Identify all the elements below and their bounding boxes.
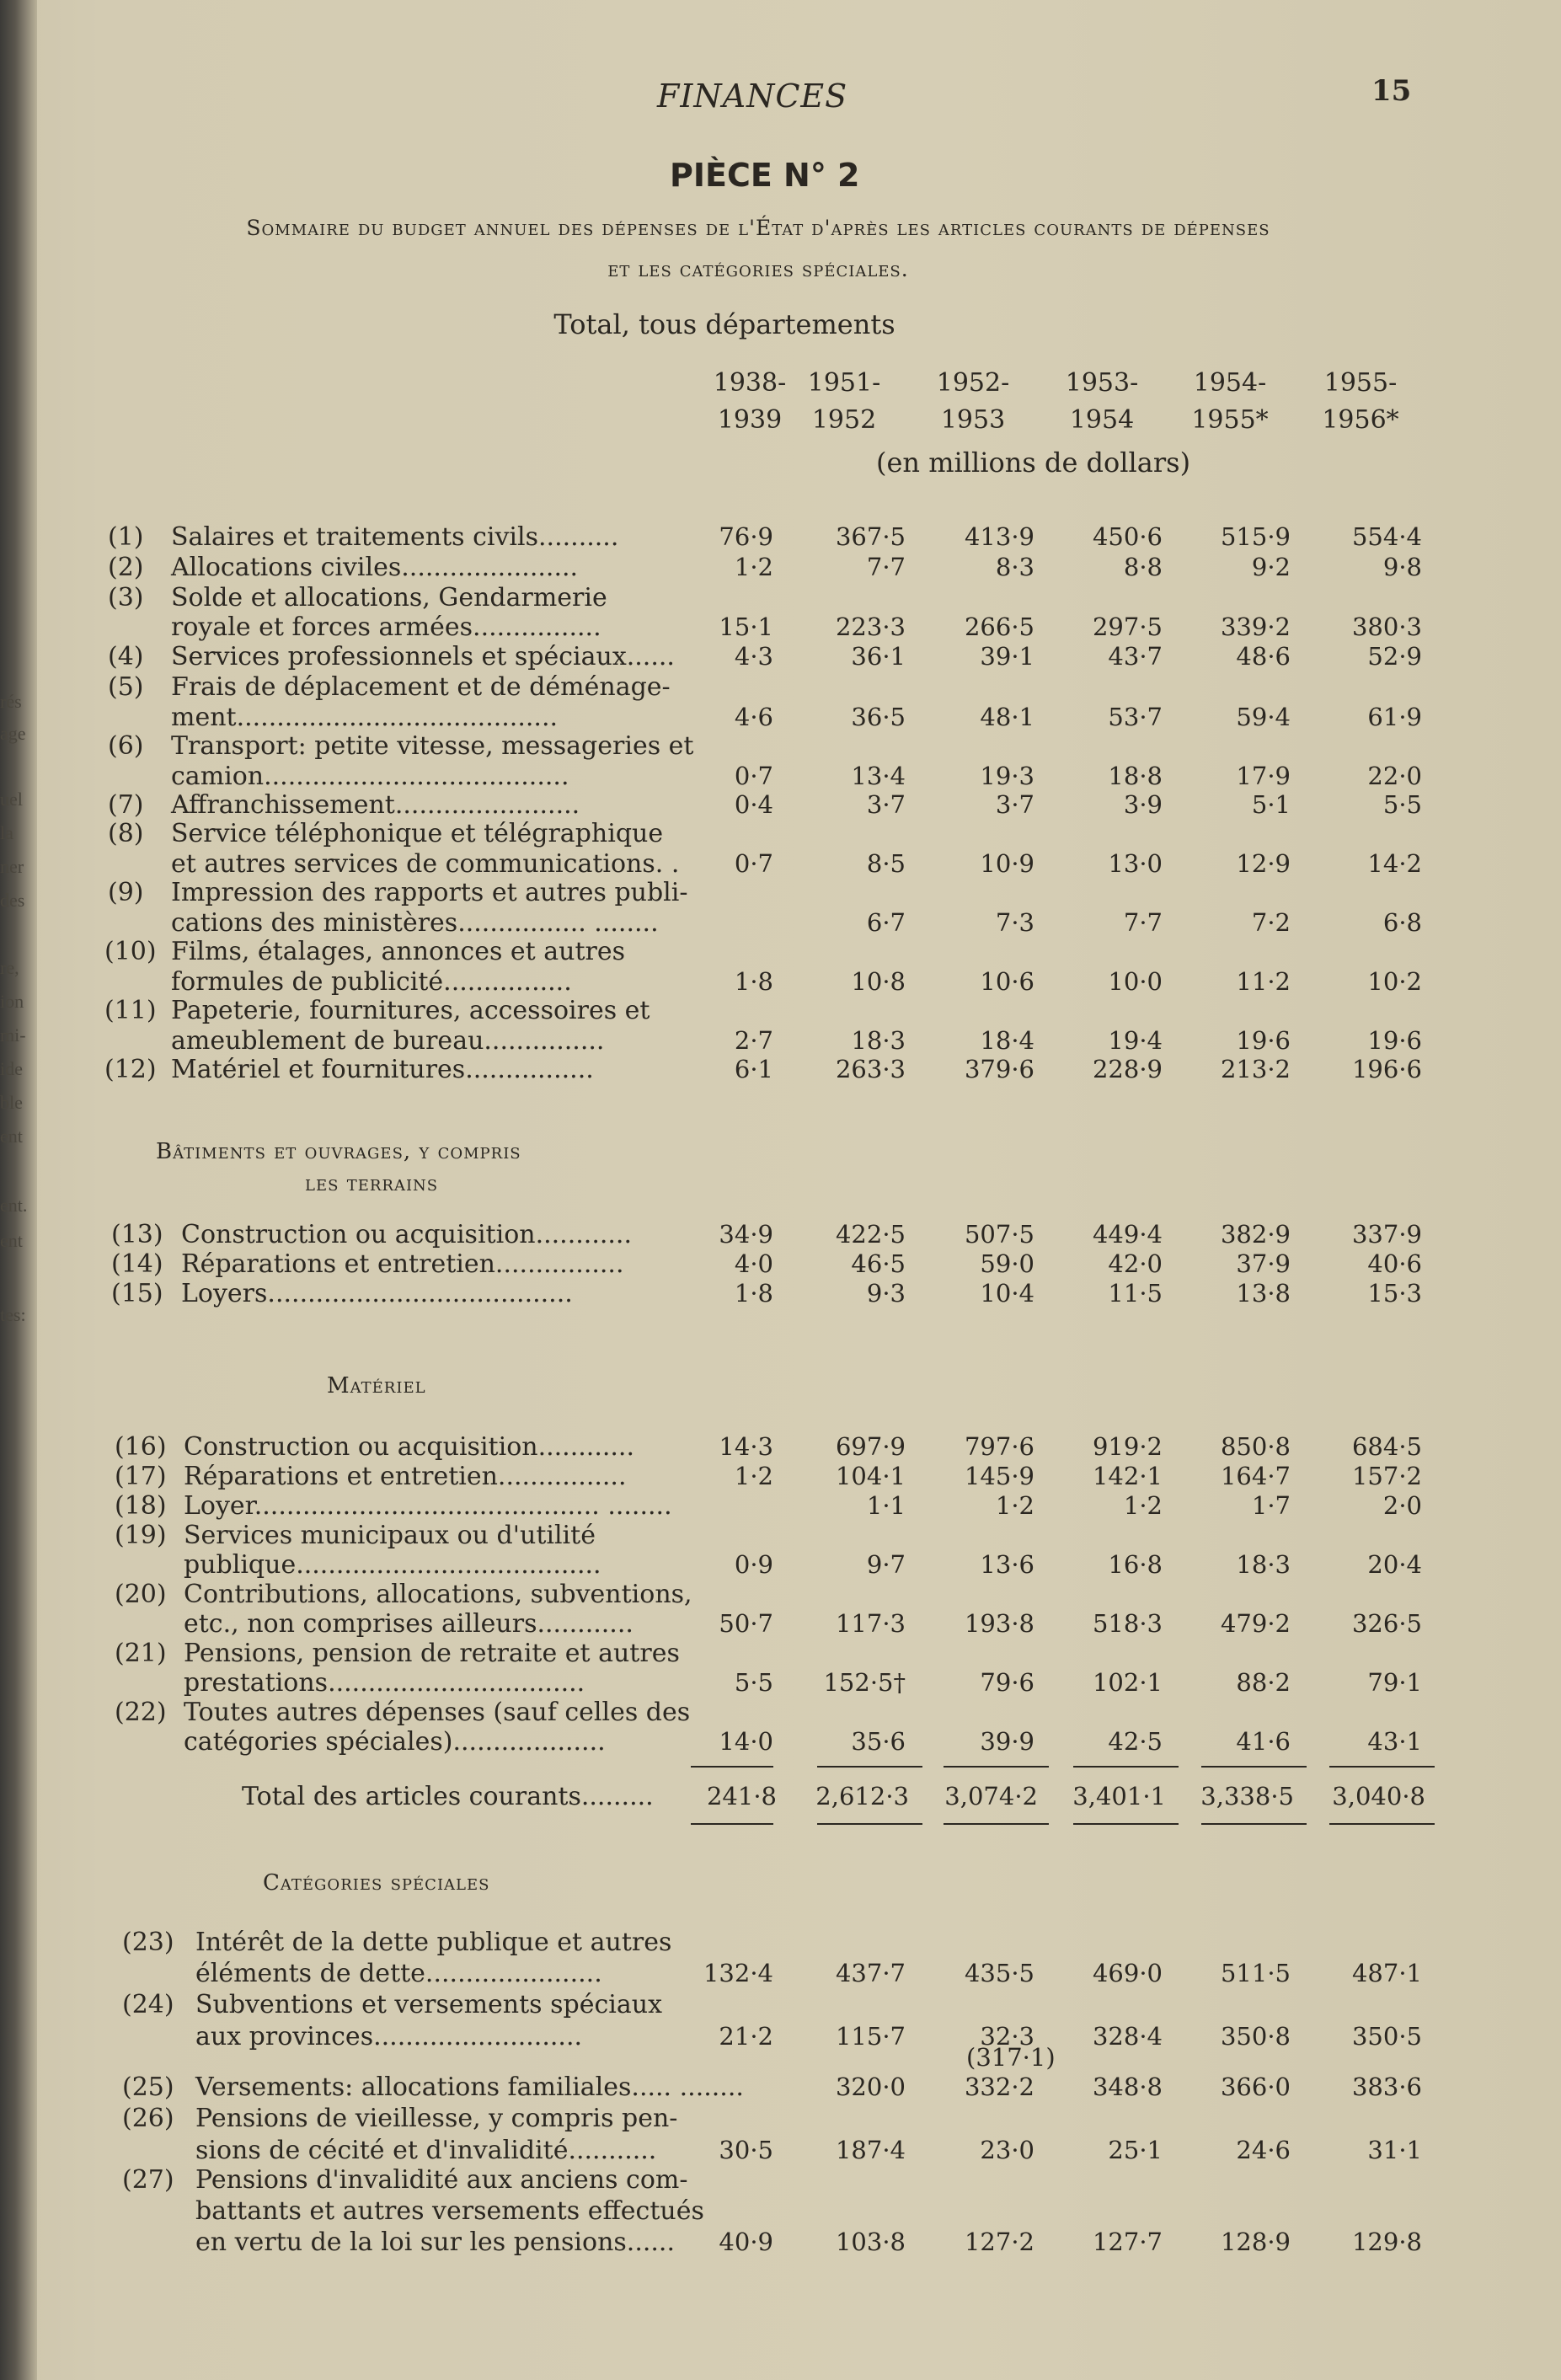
year-header	[1297, 365, 1424, 439]
row-number: (20)	[115, 1580, 167, 1609]
row-value: 22·0	[1367, 762, 1422, 790]
row-label: Réparations et entretien................	[184, 1462, 627, 1491]
row-number: (2)	[108, 553, 144, 582]
total-rule-top	[817, 1766, 922, 1768]
margin-fragment: ent	[0, 1126, 23, 1147]
total-rule-top	[1073, 1766, 1179, 1768]
row-value: 320·0	[835, 2072, 906, 2101]
row-value: 20·4	[1367, 1550, 1422, 1579]
row-value: 339·2	[1220, 612, 1291, 641]
row-label: royale et forces armées................	[171, 612, 601, 642]
row-value: 435·5	[964, 1959, 1034, 1987]
row-value: 76·9	[719, 522, 773, 551]
row-label: Construction ou acquisition............	[184, 1432, 635, 1462]
row-value: 152·5†	[823, 1668, 906, 1697]
row-value: 196·6	[1351, 1055, 1422, 1083]
row-label: Contributions, allocations, subventions,	[184, 1580, 692, 1609]
row-value: 36·1	[851, 642, 906, 671]
row-value: 797·6	[964, 1432, 1034, 1461]
total-value: 2,612·3	[815, 1782, 909, 1810]
note-value: (317·1)	[966, 2043, 1056, 2072]
year-start: 1938-	[713, 368, 787, 398]
row-label: Loyers......................................	[181, 1279, 573, 1308]
row-value: 37·9	[1236, 1249, 1291, 1278]
row-number: (24)	[122, 1990, 174, 2019]
row-number: (25)	[122, 2072, 174, 2102]
row-value: 3·7	[866, 790, 906, 819]
row-label: Impression des rapports et autres publi-	[171, 878, 688, 907]
total-rule-bottom	[1201, 1823, 1307, 1825]
row-value: 40·9	[719, 2228, 773, 2256]
row-value: 223·3	[835, 612, 906, 641]
row-value: 34·9	[719, 1220, 773, 1249]
row-number: (21)	[115, 1639, 167, 1668]
row-value: 0·7	[734, 762, 773, 790]
row-value: 142·1	[1092, 1462, 1163, 1490]
row-value: 332·2	[964, 2072, 1034, 2101]
row-label: Films, étalages, annonces et autres	[171, 937, 626, 966]
row-value: 11·5	[1108, 1279, 1163, 1308]
row-value: 1·8	[734, 967, 773, 996]
row-value: 3·7	[995, 790, 1034, 819]
section-heading-batiments-2: les terrains	[305, 1171, 439, 1196]
row-value: 50·7	[719, 1609, 773, 1638]
row-value: 39·1	[980, 642, 1034, 671]
row-value: 8·5	[866, 849, 906, 878]
row-label: Frais de déplacement et de déménage-	[171, 672, 671, 702]
row-value: 487·1	[1351, 1959, 1422, 1987]
section-heading-batiments: Bâtiments et ouvrages, y compris	[156, 1139, 521, 1164]
year-start: 1953-	[1065, 368, 1139, 398]
row-value: 16·8	[1108, 1550, 1163, 1579]
row-value: 350·5	[1351, 2022, 1422, 2051]
row-value: 0·4	[734, 790, 773, 819]
row-label: battants et autres versements effectués	[195, 2196, 704, 2226]
row-value: 13·8	[1236, 1279, 1291, 1308]
row-value: 9·3	[866, 1279, 906, 1308]
row-value: 32·3	[980, 2022, 1034, 2051]
total-rule-top	[944, 1766, 1049, 1768]
row-label: camion......................................	[171, 762, 569, 791]
row-value: 21·2	[719, 2022, 773, 2051]
page-number: 15	[1371, 74, 1412, 108]
row-value: 19·6	[1236, 1026, 1291, 1055]
row-number: (3)	[108, 583, 144, 612]
row-value: 59·4	[1236, 703, 1291, 731]
row-value: 422·5	[835, 1220, 906, 1249]
row-value: 10·2	[1367, 967, 1422, 996]
row-value: 5·5	[734, 1668, 773, 1697]
row-value: 350·8	[1220, 2022, 1291, 2051]
total-rule-top	[1329, 1766, 1435, 1768]
row-label: éléments de dette......................	[195, 1959, 602, 1988]
units-label: (en millions de dollars)	[876, 447, 1191, 479]
row-label: Réparations et entretien................	[181, 1249, 624, 1279]
row-label: Loyer........................................... ........	[184, 1491, 672, 1521]
row-value: 297·5	[1092, 612, 1163, 641]
row-value: 4·3	[734, 642, 773, 671]
row-value: 10·4	[980, 1279, 1034, 1308]
row-number: (7)	[108, 790, 144, 820]
total-label: Total des articles courants.........	[242, 1782, 654, 1811]
year-header	[910, 365, 1036, 439]
row-label: ment........................................	[171, 703, 559, 732]
row-value: 42·0	[1108, 1249, 1163, 1278]
row-value: 48·6	[1236, 642, 1291, 671]
row-value: 52·9	[1367, 642, 1422, 671]
row-value: 1·2	[734, 553, 773, 581]
margin-fragment: ble	[0, 1092, 23, 1113]
row-value: 14·0	[719, 1727, 773, 1756]
row-value: 5·1	[1251, 790, 1291, 819]
row-value: 266·5	[964, 612, 1034, 641]
row-label: cations des ministères................ ........	[171, 908, 659, 938]
row-value: 43·1	[1367, 1727, 1422, 1756]
row-label: et autres services de communications. .	[171, 849, 680, 879]
margin-fragment: rés	[0, 691, 22, 712]
year-start: 1955-	[1323, 368, 1398, 398]
row-label: ameublement de bureau...............	[171, 1026, 605, 1056]
row-number: (15)	[111, 1279, 163, 1308]
row-label: Services municipaux ou d'utilité	[184, 1521, 596, 1550]
row-value: 0·9	[734, 1550, 773, 1579]
margin-fragment: ent	[0, 1230, 23, 1251]
row-number: (8)	[108, 819, 144, 848]
row-value: 1·1	[866, 1491, 906, 1520]
row-value: 850·8	[1220, 1432, 1291, 1461]
row-value: 263·3	[835, 1055, 906, 1083]
row-value: 507·5	[964, 1220, 1034, 1249]
row-value: 104·1	[835, 1462, 906, 1490]
row-value: 383·6	[1351, 2072, 1422, 2101]
row-value: 19·4	[1108, 1026, 1163, 1055]
total-value: 241·8	[706, 1782, 777, 1810]
year-header	[1167, 365, 1293, 439]
row-number: (23)	[122, 1928, 174, 1957]
row-number: (13)	[111, 1220, 163, 1249]
row-label: en vertu de la loi sur les pensions......	[195, 2228, 676, 2257]
row-value: 9·8	[1382, 553, 1422, 581]
row-value: 5·5	[1382, 790, 1422, 819]
total-departments: Total, tous départements	[553, 308, 895, 340]
year-end: 1952	[811, 405, 877, 435]
subtitle-line-1: Sommaire du budget annuel des dépenses de l'État d'après les articles courants de dépenses	[246, 216, 1270, 240]
row-value: 348·8	[1092, 2072, 1163, 2101]
section-heading-categories: Catégories spéciales	[263, 1870, 490, 1896]
margin-fragment: la	[0, 822, 13, 843]
row-label: Transport: petite vitesse, messageries et	[171, 731, 694, 761]
row-value: 18·8	[1108, 762, 1163, 790]
subtitle-line-2: et les catégories spéciales.	[607, 257, 909, 281]
row-value: 2·7	[734, 1026, 773, 1055]
row-label: Pensions de vieillesse, y compris pen-	[195, 2104, 678, 2133]
row-value: 117·3	[835, 1609, 906, 1638]
total-value: 3,401·1	[1072, 1782, 1166, 1810]
row-label: Affranchissement.......................	[171, 790, 580, 820]
row-value: 1·2	[1123, 1491, 1163, 1520]
row-value: 48·1	[980, 703, 1034, 731]
row-value: 6·1	[734, 1055, 773, 1083]
row-label: sions de cécité et d'invalidité...........	[195, 2136, 657, 2165]
row-value: 382·9	[1220, 1220, 1291, 1249]
row-value: 18·3	[1236, 1550, 1291, 1579]
row-label: Service téléphonique et télégraphique	[171, 819, 664, 848]
row-value: 6·7	[866, 908, 906, 937]
row-number: (11)	[104, 996, 157, 1025]
row-value: 518·3	[1092, 1609, 1163, 1638]
row-value: 10·8	[851, 967, 906, 996]
row-value: 450·6	[1092, 522, 1163, 551]
row-value: 7·3	[995, 908, 1034, 937]
row-value: 129·8	[1351, 2228, 1422, 2256]
margin-fragment: ner	[0, 856, 24, 877]
row-label: Subventions et versements spéciaux	[195, 1990, 662, 2019]
row-value: 102·1	[1092, 1668, 1163, 1697]
row-label: Toutes autres dépenses (sauf celles des	[184, 1698, 691, 1727]
row-value: 413·9	[964, 522, 1034, 551]
row-value: 157·2	[1351, 1462, 1422, 1490]
row-value: 328·4	[1092, 2022, 1163, 2051]
row-value: 337·9	[1351, 1220, 1422, 1249]
row-value: 437·7	[835, 1959, 906, 1987]
row-value: 25·1	[1108, 2136, 1163, 2164]
row-number: (18)	[115, 1491, 167, 1521]
row-value: 697·9	[835, 1432, 906, 1461]
row-value: 88·2	[1236, 1668, 1291, 1697]
row-number: (4)	[108, 642, 144, 671]
margin-fragment: uel	[0, 789, 23, 810]
total-value: 3,040·8	[1332, 1782, 1425, 1810]
row-number: (17)	[115, 1462, 167, 1491]
row-value: 17·9	[1236, 762, 1291, 790]
total-rule-bottom	[944, 1823, 1049, 1825]
year-start: 1951-	[807, 368, 881, 398]
row-number: (14)	[111, 1249, 163, 1279]
margin-fragment: re,	[0, 957, 19, 978]
row-label: Services professionnels et spéciaux......	[171, 642, 675, 671]
row-number: (1)	[108, 522, 144, 552]
row-number: (19)	[115, 1521, 167, 1550]
row-value: 1·8	[734, 1279, 773, 1308]
row-value: 164·7	[1220, 1462, 1291, 1490]
row-value: 24·6	[1236, 2136, 1291, 2164]
row-number: (5)	[108, 672, 144, 702]
row-number: (9)	[108, 878, 144, 907]
row-value: 36·5	[851, 703, 906, 731]
total-rule-bottom	[1073, 1823, 1179, 1825]
row-value: 35·6	[851, 1727, 906, 1756]
row-value: 42·5	[1108, 1727, 1163, 1756]
row-value: 7·7	[1123, 908, 1163, 937]
total-rule-bottom	[691, 1823, 773, 1825]
row-value: 13·6	[980, 1550, 1034, 1579]
row-value: 46·5	[851, 1249, 906, 1278]
row-value: 128·9	[1220, 2228, 1291, 2256]
row-value: 1·2	[995, 1491, 1034, 1520]
row-number: (16)	[115, 1432, 167, 1462]
row-value: 15·1	[719, 612, 773, 641]
row-value: 43·7	[1108, 642, 1163, 671]
row-label: Salaires et traitements civils..........	[171, 522, 619, 552]
row-value: 187·4	[835, 2136, 906, 2164]
year-end: 1939	[717, 405, 783, 435]
row-value: 18·4	[980, 1026, 1034, 1055]
row-value: 19·3	[980, 762, 1034, 790]
row-label: Solde et allocations, Gendarmerie	[171, 583, 607, 612]
row-value: 380·3	[1351, 612, 1422, 641]
row-value: 31·1	[1367, 2136, 1422, 2164]
year-header	[1039, 365, 1165, 439]
row-number: (10)	[104, 937, 157, 966]
total-rule-top	[1201, 1766, 1307, 1768]
piece-title: PIÈCE N° 2	[670, 157, 860, 194]
total-rule-bottom	[1329, 1823, 1435, 1825]
row-value: 367·5	[835, 522, 906, 551]
row-label: Intérêt de la dette publique et autres	[195, 1928, 672, 1957]
year-end: 1954	[1069, 405, 1135, 435]
total-rule-top	[691, 1766, 773, 1768]
row-value: 14·3	[719, 1432, 773, 1461]
row-value: 193·8	[964, 1609, 1034, 1638]
row-value: 23·0	[980, 2136, 1034, 2164]
row-value: 59·0	[980, 1249, 1034, 1278]
row-value: 469·0	[1092, 1959, 1163, 1987]
section-heading-materiel: Matériel	[327, 1373, 426, 1399]
row-value: 127·7	[1092, 2228, 1163, 2256]
row-value: 6·8	[1382, 908, 1422, 937]
margin-fragment: age	[0, 723, 26, 744]
row-value: 39·9	[980, 1727, 1034, 1756]
row-value: 919·2	[1092, 1432, 1163, 1461]
row-value: 14·2	[1367, 849, 1422, 878]
row-value: 79·1	[1367, 1668, 1422, 1697]
row-value: 213·2	[1220, 1055, 1291, 1083]
row-value: 79·6	[980, 1668, 1034, 1697]
row-value: 7·2	[1251, 908, 1291, 937]
row-value: 53·7	[1108, 703, 1163, 731]
row-value: 366·0	[1220, 2072, 1291, 2101]
row-value: 12·9	[1236, 849, 1291, 878]
row-value: 515·9	[1220, 522, 1291, 551]
row-value: 0·7	[734, 849, 773, 878]
margin-fragment: ide	[0, 1058, 23, 1079]
row-label: formules de publicité................	[171, 967, 572, 997]
row-value: 8·8	[1123, 553, 1163, 581]
row-value: 10·0	[1108, 967, 1163, 996]
year-start: 1952-	[936, 368, 1010, 398]
row-value: 145·9	[964, 1462, 1034, 1490]
year-start: 1954-	[1193, 368, 1267, 398]
running-title: FINANCES	[657, 78, 848, 115]
row-value: 1·7	[1251, 1491, 1291, 1520]
row-value: 9·7	[866, 1550, 906, 1579]
row-value: 511·5	[1220, 1959, 1291, 1987]
row-value: 103·8	[835, 2228, 906, 2256]
row-label: prestations................................	[184, 1668, 585, 1698]
row-value: 10·6	[980, 967, 1034, 996]
row-value: 40·6	[1367, 1249, 1422, 1278]
row-value: 13·4	[851, 762, 906, 790]
row-value: 61·9	[1367, 703, 1422, 731]
row-value: 1·2	[734, 1462, 773, 1490]
margin-fragment: ion	[0, 991, 24, 1012]
row-label: catégories spéciales)...................	[184, 1727, 606, 1757]
row-value: 479·2	[1220, 1609, 1291, 1638]
row-value: 127·2	[964, 2228, 1034, 2256]
row-label: Construction ou acquisition............	[181, 1220, 633, 1249]
year-end: 1955*	[1191, 405, 1269, 435]
margin-fragment: mi-	[0, 1024, 26, 1046]
row-value: 554·4	[1351, 522, 1422, 551]
row-value: 3·9	[1123, 790, 1163, 819]
total-rule-bottom	[817, 1823, 922, 1825]
row-number: (22)	[115, 1698, 167, 1727]
row-value: 15·3	[1367, 1279, 1422, 1308]
row-label: etc., non comprises ailleurs............	[184, 1609, 633, 1639]
row-value: 18·3	[851, 1026, 906, 1055]
year-end: 1953	[940, 405, 1006, 435]
row-label: Versements: allocations familiales..... ........	[195, 2072, 744, 2102]
row-label: Papeterie, fournitures, accessoires et	[171, 996, 650, 1025]
row-value: 13·0	[1108, 849, 1163, 878]
row-value: 684·5	[1351, 1432, 1422, 1461]
book-binding	[0, 0, 37, 2380]
row-value: 2·0	[1382, 1491, 1422, 1520]
row-value: 115·7	[835, 2022, 906, 2051]
row-value: 7·7	[866, 553, 906, 581]
year-header	[781, 365, 907, 439]
margin-fragment: tes:	[0, 1304, 26, 1325]
row-value: 4·0	[734, 1249, 773, 1278]
row-number: (6)	[108, 731, 144, 761]
row-value: 11·2	[1236, 967, 1291, 996]
row-value: 10·9	[980, 849, 1034, 878]
row-label: publique......................................	[184, 1550, 601, 1580]
row-value: 228·9	[1092, 1055, 1163, 1083]
margin-fragment: des	[0, 890, 25, 911]
row-value: 132·4	[703, 1959, 773, 1987]
row-label: Pensions, pension de retraite et autres	[184, 1639, 680, 1668]
margin-fragment: ent.	[0, 1195, 28, 1216]
total-value: 3,338·5	[1200, 1782, 1294, 1810]
row-number: (27)	[122, 2165, 174, 2195]
row-value: 19·6	[1367, 1026, 1422, 1055]
year-end: 1956*	[1322, 405, 1399, 435]
row-value: 379·6	[964, 1055, 1034, 1083]
row-label: Allocations civiles......................	[171, 553, 579, 582]
row-value: 30·5	[719, 2136, 773, 2164]
row-label: aux provinces..........................	[195, 2022, 583, 2051]
row-value: 8·3	[995, 553, 1034, 581]
total-value: 3,074·2	[944, 1782, 1038, 1810]
row-value: 326·5	[1351, 1609, 1422, 1638]
row-value: 449·4	[1092, 1220, 1163, 1249]
row-number: (12)	[104, 1055, 157, 1084]
row-label: Matériel et fournitures................	[171, 1055, 594, 1084]
row-value: 9·2	[1251, 553, 1291, 581]
row-value: 4·6	[734, 703, 773, 731]
row-number: (26)	[122, 2104, 174, 2133]
row-value: 41·6	[1236, 1727, 1291, 1756]
row-label: Pensions d'invalidité aux anciens com-	[195, 2165, 688, 2195]
